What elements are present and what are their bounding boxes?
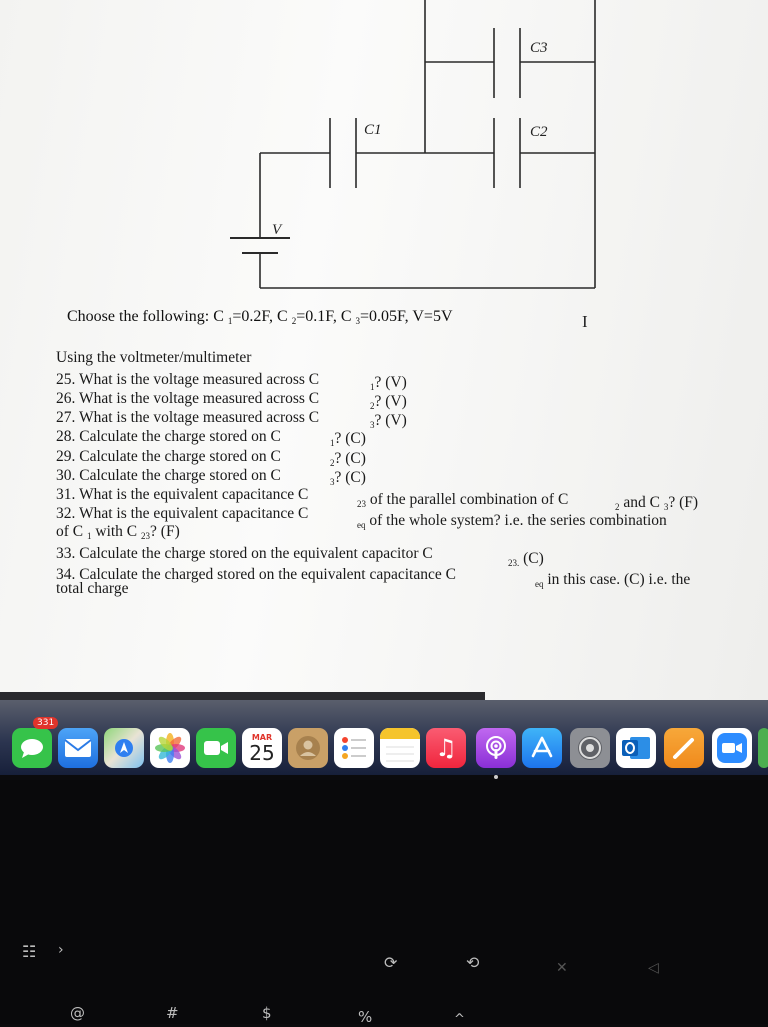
- chevron-right-icon: ›: [58, 942, 64, 958]
- rotate-back-icon: ⟲: [466, 953, 480, 972]
- q31-sub3: 3: [663, 502, 669, 512]
- question-30-answer: [330, 469, 366, 491]
- question-26: [56, 390, 319, 408]
- question-31-rest: [357, 491, 568, 513]
- c3-label: C3: [530, 40, 548, 56]
- q30-unit: ? (C): [334, 469, 366, 486]
- q27-sub: 3: [370, 420, 375, 430]
- calendar-day: 25: [249, 740, 275, 765]
- question-32-line2: [56, 523, 180, 545]
- question-29: [56, 448, 281, 466]
- reminders-icon[interactable]: [334, 728, 374, 768]
- keyboard-brightness-icon: ☷: [22, 942, 37, 961]
- q29-text: 29. Calculate the charge stored on C: [56, 448, 281, 465]
- key-percent[interactable]: %: [358, 1008, 373, 1026]
- q34-text: 34. Calculate the charged stored on the equivalent capacitance C: [56, 566, 456, 583]
- given-c2: =0.1F, C: [296, 308, 356, 325]
- q32-l2s1: 1: [87, 531, 92, 541]
- q31-rest: of the parallel combination of C: [369, 491, 569, 508]
- q32-l2a: of C: [56, 523, 84, 540]
- circuit-diagram: [0, 0, 768, 300]
- question-28-answer: [330, 430, 366, 452]
- q25-sub: 1: [370, 382, 375, 392]
- calendar-icon[interactable]: [242, 728, 282, 768]
- q28-unit: ? (C): [334, 430, 366, 447]
- q31-rest2: and C: [623, 494, 660, 511]
- question-32: [56, 505, 308, 523]
- pages-icon[interactable]: [664, 728, 704, 768]
- q26-text: 26. What is the voltage measured across C: [56, 390, 320, 407]
- app-store-icon[interactable]: [522, 728, 562, 768]
- question-30: [56, 467, 281, 485]
- q31-sub2: 2: [615, 502, 620, 512]
- given-c3-v: =0.05F, V=5V: [360, 308, 453, 325]
- key-at[interactable]: @: [70, 1004, 85, 1022]
- q33-sub: 23.: [508, 558, 520, 568]
- question-31: [56, 486, 308, 504]
- q32-l2s2: 23: [141, 531, 151, 541]
- keyboard-area: [0, 780, 768, 1027]
- rotate-icon: ⟳: [384, 953, 398, 972]
- c2-label: C2: [530, 124, 548, 140]
- q33-text: 33. Calculate the charge stored on the equivalent capacitor C: [56, 545, 433, 562]
- q25-unit: ? (V): [374, 374, 407, 391]
- q30-sub: 3: [330, 477, 335, 487]
- question-33: [56, 545, 433, 563]
- messages-badge: 331: [33, 717, 58, 729]
- partial-app-icon[interactable]: [758, 728, 768, 768]
- key-hash[interactable]: #: [166, 1004, 179, 1022]
- question-27-answer: [370, 412, 407, 434]
- messages-icon[interactable]: [12, 728, 52, 768]
- podcasts-running-dot: [494, 775, 498, 779]
- question-28: [56, 428, 281, 446]
- q34-sub: eq: [535, 579, 544, 589]
- question-32-rest: [357, 512, 667, 534]
- contacts-icon[interactable]: [288, 728, 328, 768]
- q31-sub: 23: [357, 499, 366, 509]
- text-cursor: I: [582, 312, 588, 331]
- facetime-icon[interactable]: [196, 728, 236, 768]
- q26-unit: ? (V): [374, 393, 407, 410]
- given-sub2: 2: [291, 316, 297, 326]
- given-values: [67, 308, 453, 326]
- music-icon[interactable]: ♫: [426, 728, 466, 768]
- q32-l2b: with C: [95, 523, 138, 540]
- question-25: [56, 371, 319, 389]
- caret-up-icon: ^: [454, 1012, 465, 1027]
- question-34-rest: [535, 571, 690, 593]
- given-prefix: Choose the following: C: [67, 308, 228, 325]
- key-dollar[interactable]: $: [262, 1004, 272, 1022]
- mute-icon: ✕: [556, 960, 568, 976]
- v-label: V: [272, 222, 282, 238]
- given-sub3: 3: [355, 316, 361, 326]
- c1-label: C1: [364, 122, 382, 138]
- q30-text: 30. Calculate the charge stored on C: [56, 467, 281, 484]
- q32-text: 32. What is the equivalent capacitance C: [56, 505, 309, 522]
- q34-rest: in this case. (C) i.e. the: [547, 571, 691, 588]
- given-c1: =0.2F, C: [232, 308, 292, 325]
- q28-text: 28. Calculate the charge stored on C: [56, 428, 281, 445]
- q26-sub: 2: [370, 401, 375, 411]
- q32-rest: of the whole system? i.e. the series combination: [369, 512, 667, 529]
- question-27: [56, 409, 319, 427]
- given-sub1: 1: [227, 316, 233, 326]
- photos-icon[interactable]: [150, 728, 190, 768]
- volume-icon: ◁: [648, 960, 659, 976]
- q27-unit: ? (V): [374, 412, 407, 429]
- q29-sub: 2: [330, 458, 335, 468]
- q31-text: 31. What is the equivalent capacitance C: [56, 486, 309, 503]
- question-33-answer: [508, 550, 544, 572]
- q28-sub: 1: [330, 438, 335, 448]
- q27-text: 27. What is the voltage measured across C: [56, 409, 320, 426]
- zoom-icon[interactable]: [712, 728, 752, 768]
- podcasts-icon[interactable]: [476, 728, 516, 768]
- q25-text: 25. What is the voltage measured across C: [56, 371, 320, 388]
- q29-unit: ? (C): [334, 450, 366, 467]
- q32-sub: eq: [357, 520, 366, 530]
- q33-unit: (C): [523, 550, 544, 567]
- notes-icon[interactable]: [380, 728, 420, 768]
- maps-icon[interactable]: [104, 728, 144, 768]
- question-34-line2: total charge: [56, 580, 129, 597]
- questions-intro: Using the voltmeter/multimeter: [56, 349, 252, 366]
- outlook-icon[interactable]: [616, 728, 656, 768]
- mail-icon[interactable]: [58, 728, 98, 768]
- calendar-month: MAR: [251, 732, 273, 742]
- q31-unit: ? (F): [668, 494, 699, 511]
- system-settings-icon[interactable]: [570, 728, 610, 768]
- q32-l2c: ? (F): [150, 523, 180, 540]
